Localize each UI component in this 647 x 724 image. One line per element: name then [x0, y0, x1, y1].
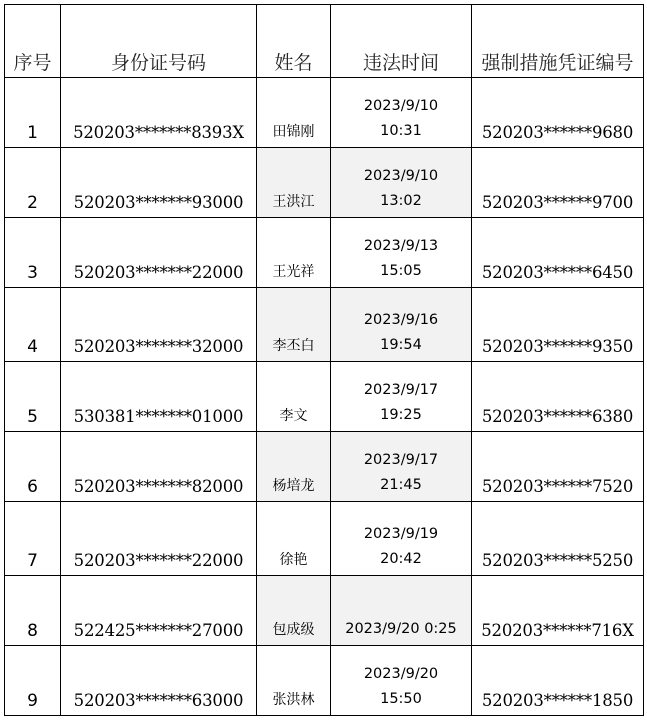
- row-id-number: 520203*******8393X: [61, 78, 257, 148]
- row-id-number: 520203*******32000: [61, 288, 257, 362]
- row-violation-time: [331, 502, 472, 576]
- row-violation-time: [331, 646, 472, 716]
- row-seq: 6: [5, 432, 61, 502]
- row-id-number: 520203*******93000: [61, 148, 257, 218]
- row-date: 2023/9/17: [363, 452, 439, 468]
- row-name: 田锦刚: [257, 78, 331, 148]
- row-violation-time: [331, 78, 472, 148]
- table-row: [5, 218, 644, 288]
- row-violation-time: [331, 432, 472, 502]
- table-row: [5, 646, 644, 716]
- row-certificate-number: 520203******6380: [472, 362, 644, 432]
- row-id-number: 520203*******63000: [61, 646, 257, 716]
- row-name: 李文: [257, 362, 331, 432]
- row-name: 包成级: [257, 576, 331, 646]
- header-name: 姓名: [257, 5, 331, 78]
- row-id-number: 522425*******27000: [61, 576, 257, 646]
- row-date: 2023/9/10: [363, 168, 439, 184]
- row-name: 王光祥: [257, 218, 331, 288]
- table-header-row: [5, 5, 644, 78]
- row-id-number: 530381*******01000: [61, 362, 257, 432]
- violation-records-table: [4, 4, 644, 716]
- row-violation-time: [331, 218, 472, 288]
- header-id-number: 身份证号码: [61, 5, 257, 78]
- row-name: 徐艳: [257, 502, 331, 576]
- row-clock: 15:50: [380, 691, 422, 707]
- row-violation-time: [331, 362, 472, 432]
- row-clock: 19:54: [380, 337, 422, 353]
- row-seq: 2: [5, 148, 61, 218]
- row-certificate-number: 520203******6450: [472, 218, 644, 288]
- row-certificate-number: 520203******9700: [472, 148, 644, 218]
- row-clock: 2023/9/20 0:25: [345, 621, 457, 637]
- row-date: 2023/9/16: [363, 312, 439, 328]
- row-violation-time: [331, 288, 472, 362]
- table-row: [5, 502, 644, 576]
- row-clock: 20:42: [380, 551, 422, 567]
- row-seq: 4: [5, 288, 61, 362]
- row-id-number: 520203*******22000: [61, 218, 257, 288]
- row-violation-time: [331, 576, 472, 646]
- table-row: [5, 148, 644, 218]
- row-clock: 15:05: [380, 263, 422, 279]
- row-name: 杨培龙: [257, 432, 331, 502]
- row-date: 2023/9/10: [363, 98, 439, 114]
- row-certificate-number: 520203******1850: [472, 646, 644, 716]
- row-name: 王洪江: [257, 148, 331, 218]
- header-seq: 序号: [5, 5, 61, 78]
- row-certificate-number: 520203******9350: [472, 288, 644, 362]
- row-certificate-number: 520203******716X: [472, 576, 644, 646]
- table-row: [5, 576, 644, 646]
- header-certificate-number: 强制措施凭证编号: [472, 5, 644, 78]
- row-violation-time: [331, 148, 472, 218]
- row-name: 张洪林: [257, 646, 331, 716]
- row-clock: 21:45: [380, 477, 422, 493]
- row-name: 李丕白: [257, 288, 331, 362]
- row-seq: 5: [5, 362, 61, 432]
- row-seq: 7: [5, 502, 61, 576]
- row-certificate-number: 520203******7520: [472, 432, 644, 502]
- row-clock: 19:25: [380, 407, 422, 423]
- table-row: [5, 362, 644, 432]
- row-clock: 13:02: [380, 193, 422, 209]
- table-row: [5, 288, 644, 362]
- row-id-number: 520203*******82000: [61, 432, 257, 502]
- header-violation-time: 违法时间: [331, 5, 472, 78]
- row-certificate-number: 520203******5250: [472, 502, 644, 576]
- row-seq: 8: [5, 576, 61, 646]
- row-id-number: 520203*******22000: [61, 502, 257, 576]
- row-date: 2023/9/20: [363, 666, 439, 682]
- table-row: [5, 78, 644, 148]
- row-seq: 3: [5, 218, 61, 288]
- row-certificate-number: 520203******9680: [472, 78, 644, 148]
- row-clock: 10:31: [380, 123, 422, 139]
- row-date: 2023/9/19: [363, 526, 439, 542]
- row-date: 2023/9/17: [363, 382, 439, 398]
- table-row: [5, 432, 644, 502]
- row-date: 2023/9/13: [363, 238, 439, 254]
- row-seq: 1: [5, 78, 61, 148]
- row-seq: 9: [5, 646, 61, 716]
